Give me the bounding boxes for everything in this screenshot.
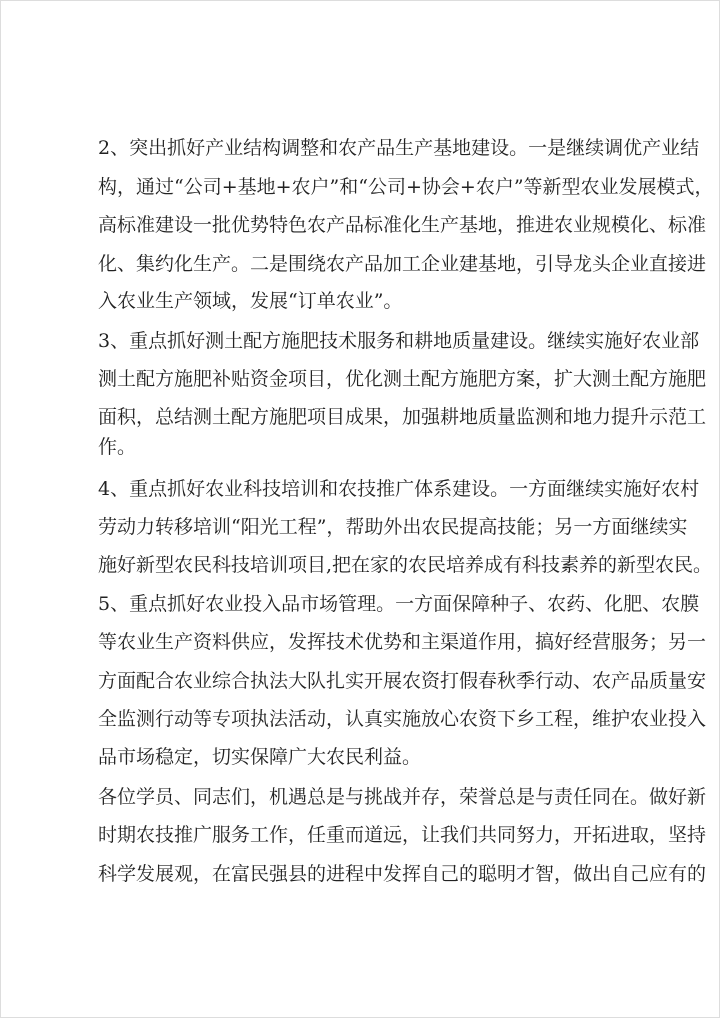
text-line: 面积，总结测土配方施肥项目成果，加强耕地质量监测和地力提升示范工: [98, 406, 707, 428]
text-line: 2、突出抓好产业结构调整和农产品生产基地建设。一是继续调优产业结: [98, 137, 700, 159]
text-line: 各位学员、同志们，机遇总是与挑战并存，荣誉总是与责任同在。做好新: [98, 786, 707, 808]
text-line: 方面配合农业综合执法大队扎实开展农资打假春秋季行动、农产品质量安: [98, 670, 707, 692]
text-line: 施好新型农民科技培训项目,把在家的农民培养成有科技素养的新型农民。: [98, 554, 713, 576]
text-line: 作。: [98, 436, 137, 458]
text-line: 高标准建设一批优势特色农产品标准化生产基地，推进农业规模化、标准: [98, 214, 707, 236]
text-line: 全监测行动等专项执法活动，认真实施放心农资下乡工程，维护农业投入: [98, 708, 707, 730]
text-line: 时期农技推广服务工作，任重而道远，让我们共同努力，开拓进取，坚持: [98, 824, 707, 846]
text-line: 科学发展观，在富民强县的进程中发挥自己的聪明才智，做出自己应有的: [98, 863, 707, 885]
text-line: 品市场稳定，切实保障广大农民利益。: [98, 746, 422, 768]
text-line: 测土配方施肥补贴资金项目，优化测土配方施肥方案，扩大测土配方施肥: [98, 368, 707, 390]
text-line: 3、重点抓好测土配方施肥技术服务和耕地质量建设。继续实施好农业部: [98, 330, 700, 352]
text-line: 4、重点抓好农业科技培训和农技推广体系建设。一方面继续实施好农村: [98, 478, 700, 500]
text-line: 构，通过“公司+基地+农户”和“公司+协会+农户”等新型农业发展模式，: [98, 176, 714, 198]
text-line: 化、集约化生产。二是围绕农产品加工企业建基地，引导龙头企业直接进: [98, 253, 707, 275]
text-line: 5、重点抓好农业投入品市场管理。一方面保障种子、农药、化肥、农膜: [98, 593, 700, 615]
text-line: 劳动力转移培训“阳光工程”，帮助外出农民提高技能；另一方面继续实: [98, 516, 688, 538]
text-line: 等农业生产资料供应，发挥技术优势和主渠道作用，搞好经营服务；另一: [98, 631, 707, 653]
text-line: 入农业生产领域，发展“订单农业”。: [98, 290, 403, 312]
